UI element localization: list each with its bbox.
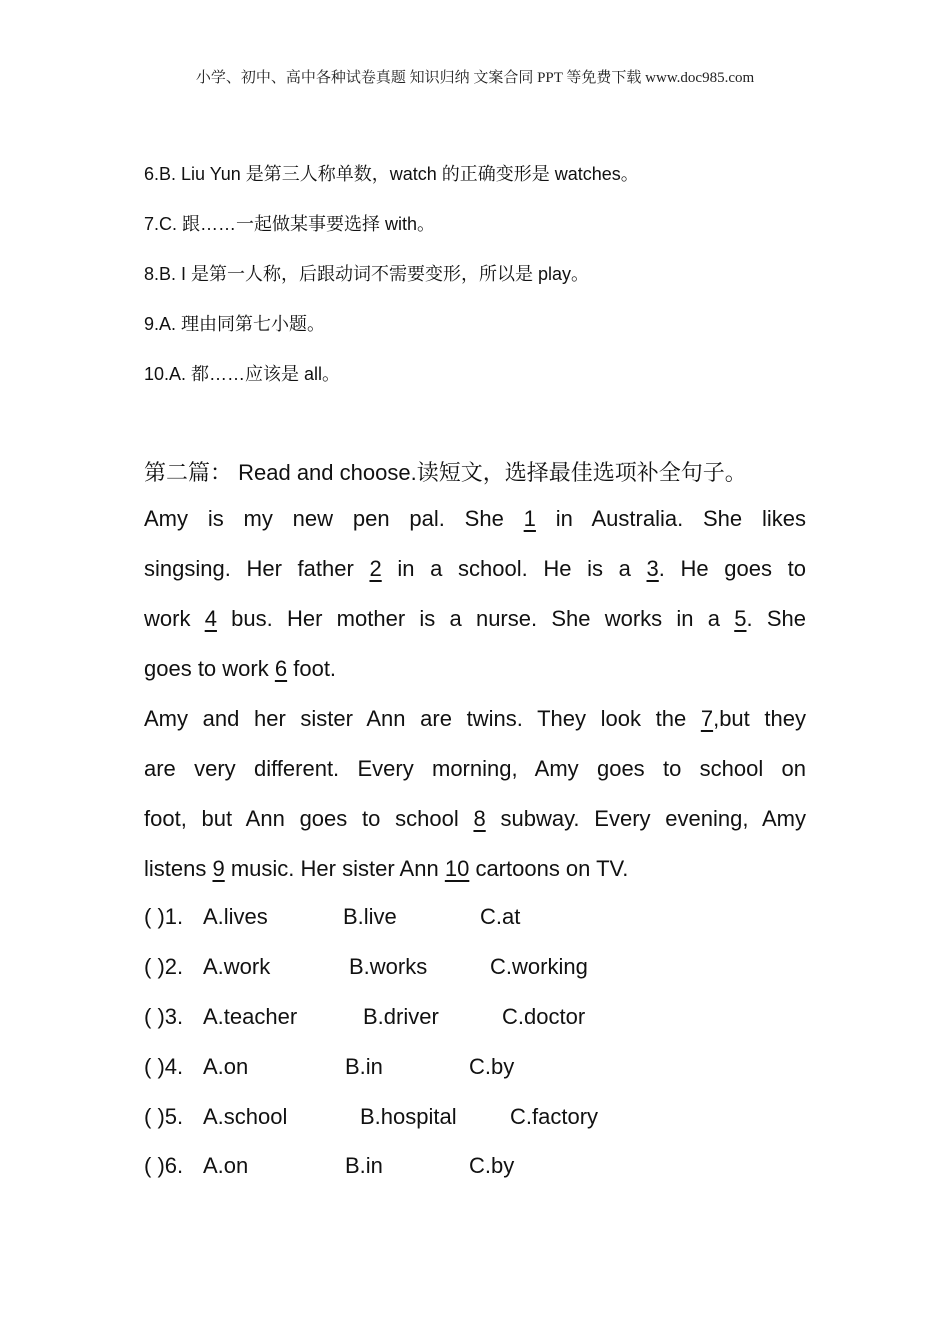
option-a: A.work — [203, 954, 271, 979]
option-b: B.in — [345, 1153, 383, 1178]
blank-7: 7 — [700, 706, 714, 731]
question-number: ( )1. — [144, 904, 184, 929]
blank-10: 10 — [444, 856, 470, 881]
question-number: ( )3. — [144, 1004, 184, 1029]
question-number: ( )2. — [144, 954, 184, 979]
question-number: ( )6. — [144, 1153, 184, 1178]
passage-line-7: foot, but Ann goes to school 8 subway. Every evening, Amy — [144, 806, 806, 831]
blank-4: 4 — [204, 606, 217, 631]
option-a: A.on — [203, 1153, 249, 1178]
option-b: B.in — [345, 1054, 383, 1079]
blank-9: 9 — [212, 856, 225, 881]
answer-9: 9.A. 理由同第七小题。 — [144, 314, 326, 334]
passage-line-4: goes to work 6 foot. — [144, 656, 337, 681]
question-number: ( )4. — [144, 1054, 184, 1079]
passage-line-6: are very different. Every morning, Amy goes to school on — [144, 756, 806, 781]
option-a: A.on — [203, 1054, 249, 1079]
option-b: B.hospital — [360, 1104, 457, 1129]
blank-5: 5 — [734, 606, 747, 631]
option-a: A.teacher — [203, 1004, 298, 1029]
passage-line-3: work 4 bus. Her mother is a nurse. She works in a 5. She — [144, 606, 806, 631]
question-number: ( )5. — [144, 1104, 184, 1129]
option-c: C.by — [469, 1153, 515, 1178]
passage-line-8: listens 9 music. Her sister Ann 10 cartoons on TV. — [144, 856, 629, 881]
blank-2: 2 — [369, 556, 382, 581]
option-b: B.live — [343, 904, 397, 929]
page-header: 小学、初中、高中各种试卷真题 知识归纳 文案合同 PPT 等免费下载 www.doc985.com — [195, 70, 755, 86]
blank-8: 8 — [473, 806, 486, 831]
answer-6: 6.B. Liu Yun 是第三人称单数，watch 的正确变形是 watches。 — [144, 164, 639, 184]
option-c: C.at — [480, 904, 521, 929]
blank-6: 6 — [274, 656, 288, 681]
section-title: 第二篇： Read and choose.读短文，选择最佳选项补全句子。 — [144, 460, 747, 485]
answer-10: 10.A. 都……应该是 all。 — [144, 364, 341, 384]
option-c: C.factory — [510, 1104, 599, 1129]
option-a: A.lives — [203, 904, 268, 929]
passage-line-2: singsing. Her father 2 in a school. He is a 3. He goes to — [144, 556, 806, 581]
option-c: C.doctor — [502, 1004, 586, 1029]
option-a: A.school — [203, 1104, 288, 1129]
option-b: B.driver — [363, 1004, 439, 1029]
answer-7: 7.C. 跟……一起做某事要选择 with。 — [144, 214, 436, 234]
answer-8: 8.B. I 是第一人称，后跟动词不需要变形，所以是 play。 — [144, 264, 590, 284]
option-b: B.works — [349, 954, 428, 979]
passage-line-1: Amy is my new pen pal. She 1 in Australia. She likes — [144, 506, 806, 531]
option-c: C.by — [469, 1054, 515, 1079]
passage-line-5: Amy and her sister Ann are twins. They look the 7,but they — [144, 706, 806, 731]
blank-3: 3 — [646, 556, 659, 581]
blank-1: 1 — [523, 506, 536, 531]
option-c: C.working — [490, 954, 588, 979]
